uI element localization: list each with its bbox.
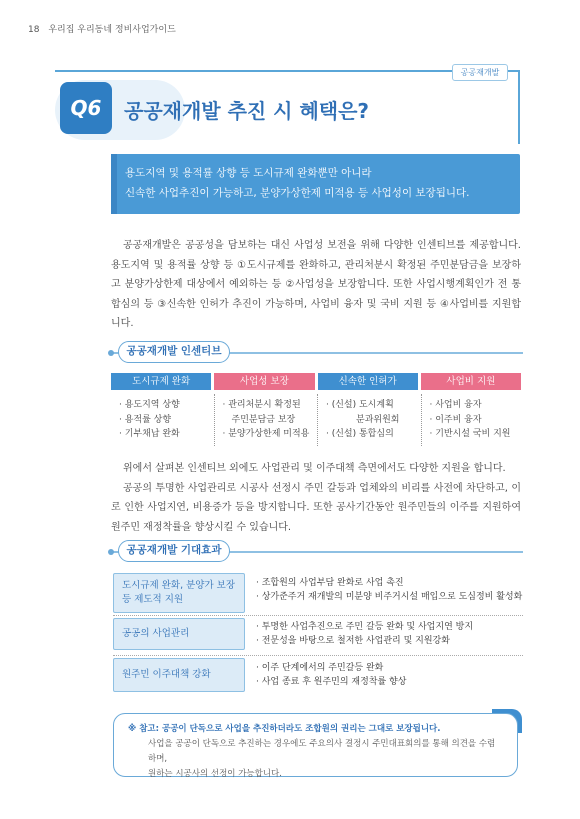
section-dot [108, 549, 114, 555]
page-number: 18 [28, 25, 40, 35]
note-body-line: 원하는 시공사의 선정이 가능합니다. [148, 769, 282, 779]
effect-label: 원주민 이주대책 강화 [122, 669, 211, 680]
effect-item: · 전문성을 바탕으로 철저한 사업관리 및 지원강화 [256, 636, 450, 646]
note-body-line: 사업을 공공이 단독으로 추진하는 경우에도 주요의사 결정시 주민대표회의를 통해 의견을 수렴하며, [148, 739, 496, 764]
incentive-item: · 용적률 상향 [119, 414, 172, 425]
support-paragraph [111, 459, 521, 537]
incentive-table-header [111, 373, 521, 390]
incentive-item: · 이주비 융자 [429, 414, 482, 425]
page-title: 공공재개발 추진 시 혜택은? [124, 99, 370, 123]
incentive-column [111, 394, 211, 446]
frame-top-line [55, 70, 520, 72]
incentive-item: · 용도지역 상향 [119, 400, 180, 410]
incentive-column [214, 394, 315, 446]
effect-item: · 상가준주거 재개발의 미분양 비주거시설 매입으로 도심정비 활성화 [256, 592, 523, 602]
summary-line: 용도지역 및 용적률 상향 등 도시규제 완화뿐만 아니라 [125, 167, 372, 179]
incentive-item: · 사업비 융자 [429, 400, 482, 410]
incentive-item: · 관리처분시 확정된 [222, 400, 301, 410]
incentive-header-cell: 사업성 보장 [214, 373, 314, 390]
effect-label-box [113, 618, 245, 650]
paragraph-text: 위에서 살펴본 인센티브 외에도 사업관리 및 이주대책 측면에서도 다양한 지원을 합니다. [123, 463, 506, 474]
note-box [113, 713, 518, 777]
incentive-table [111, 373, 521, 446]
guide-title: 우리집 우리동네 정비사업가이드 [48, 25, 176, 35]
note-title: ※ 참고: 공공이 단독으로 사업을 추진하더라도 조합원의 권리는 그대로 보장됩니다. [128, 724, 441, 734]
effect-section-title: 공공재개발 기대효과 [118, 540, 230, 562]
incentive-item: 분과위원회 [356, 414, 400, 425]
paragraph-text: 공공재개발은 공공성을 담보하는 대신 사업성 보전을 위해 다양한 인센티브를 제공합니다. 용도지역 및 용적률 상향 등 ①도시규제를 완화하고, 관리처분시 확정된 주민분담금을 보장하고 분양가상한제 대상에서 예외하는 등 ②사업성을 보장합니다. 또한 사업시행계획인가 전 통합심의 등 ③신속한 인허가 추진이 가능하며, 사업비 융자 및 국비 지원 등 ④사업비를 지원합니다. [111, 240, 521, 329]
effect-label-box [113, 573, 245, 613]
effect-label: 공공의 사업관리 [122, 628, 190, 639]
frame-right-line [518, 70, 520, 144]
effect-label: 도시규제 완화, 분양가 보장 등 제도적 지원 [122, 580, 236, 605]
effect-row-divider [113, 615, 523, 616]
page-header [28, 22, 176, 35]
incentive-header-cell: 신속한 인허가 [318, 373, 418, 390]
paragraph-text: 공공의 투명한 사업관리로 시공사 선정시 주민 갈등과 업체와의 비리를 사전에 차단하고, 이로 인한 사업지연, 비용증가 등을 방지합니다. 또한 공사기간동안 원주민들의 이주를 지원하여 원주민 재정착률을 향상시킬 수 있습니다. [111, 482, 521, 533]
incentive-section-title: 공공재개발 인센티브 [118, 341, 230, 363]
incentive-column [317, 394, 418, 446]
incentive-item: · (신설) 도시계획 [326, 400, 394, 410]
effect-item: · 사업 종료 후 원주민의 재정착률 향상 [256, 677, 407, 687]
incentive-header-cell: 사업비 지원 [421, 373, 521, 390]
question-number-badge: Q6 [60, 82, 112, 134]
effect-items [256, 620, 524, 648]
incentive-item: 주민분담금 보장 [231, 414, 296, 425]
category-tag: 공공재개발 [452, 64, 508, 81]
section-dot [108, 350, 114, 356]
summary-box [111, 154, 520, 214]
effect-item: · 이주 단계에서의 주민갈등 완화 [256, 663, 384, 673]
incentive-header-cell: 도시규제 완화 [111, 373, 211, 390]
incentive-item: · 기부채납 완화 [119, 429, 180, 439]
incentive-table-body [111, 394, 521, 446]
incentive-item: · 기반시설 국비 지원 [429, 429, 511, 439]
incentive-item: · (신설) 통합심의 [326, 429, 394, 439]
effect-item: · 투명한 사업추진으로 주민 갈등 완화 및 사업지연 방지 [256, 622, 474, 632]
summary-line: 신속한 사업추진이 가능하고, 분양가상한제 미적용 등 사업성이 보장됩니다. [125, 187, 470, 199]
effect-items [256, 661, 524, 689]
effect-label-box [113, 658, 245, 692]
effect-row-divider [113, 655, 523, 656]
effect-items [256, 576, 524, 604]
incentive-column [421, 394, 522, 446]
intro-paragraph [111, 236, 521, 334]
effect-item: · 조합원의 사업부담 완화로 사업 촉진 [256, 578, 404, 588]
incentive-item: · 분양가상한제 미적용 [222, 429, 310, 439]
